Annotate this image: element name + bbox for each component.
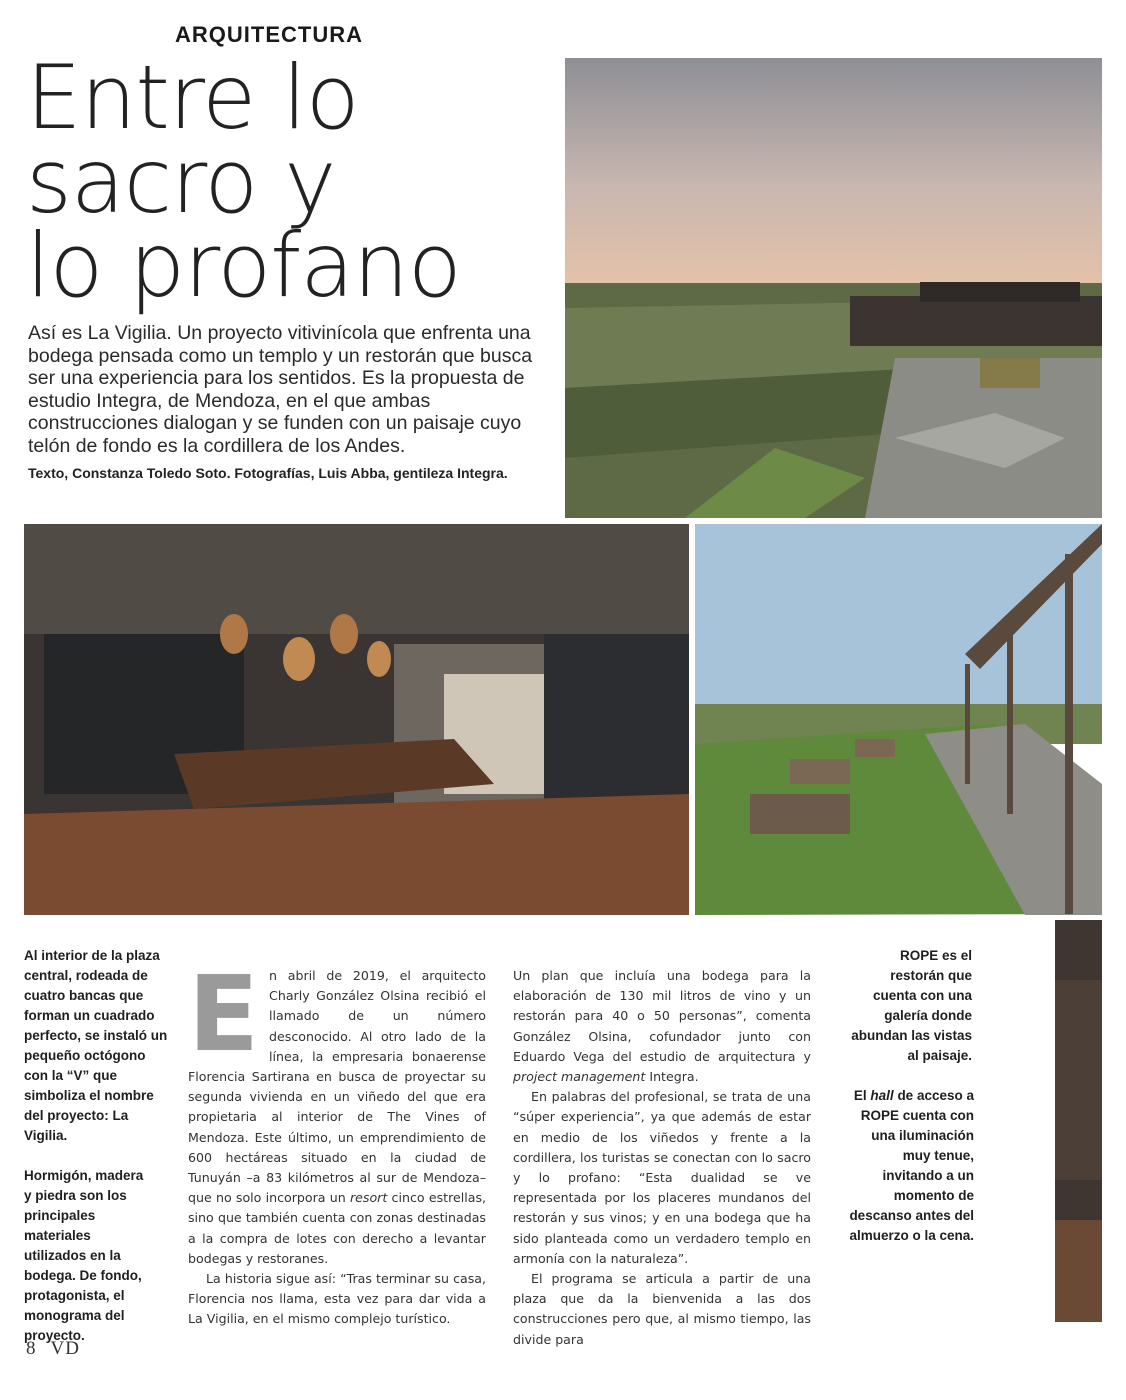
magazine-name: VD <box>50 1338 80 1359</box>
body-paragraph <box>513 966 811 1087</box>
photo-interior-dining <box>24 524 689 915</box>
body-paragraph <box>188 953 487 1269</box>
headline-line-1: Entre lo <box>26 46 359 149</box>
body-emphasis: resort <box>349 1190 388 1206</box>
body-text: Integra. <box>645 1069 699 1085</box>
caption-plaza: Al interior de la plaza central, rodeada de cuatro bancas que forman un cuadrado perfecto, se instaló un pequeño octógono con la “V” que simboliza el nombre del proyecto: La Vigilia. <box>24 948 168 1143</box>
headline-line-2: sacro y <box>26 130 336 233</box>
article-headline <box>26 46 556 317</box>
body-paragraph: En palabras del profesional, se trata de una “súper experiencia”, ya que además de estar en medio de los viñedos y frente a la cordillera, los turistas se conectan con lo sacro y lo profano: “Esta dualidad se ve representada por los placeres mundanos del restorán y sus vinos; y en una bodega que ha sido planteada como un verdadero templo en armonía con la naturaleza”. <box>513 1089 811 1266</box>
headline-line-3: lo profano <box>26 214 461 317</box>
photo-terrace-gallery <box>695 524 1102 915</box>
body-text: n abril de 2019, el arquitecto Charly González Olsina recibió el llamado de un número desconocido. Al otro lado de la línea, la empresaria bonaerense Florencia Sartirana en busca de proyectar su segunda vivienda en un viñedo del que era propietaria al interior de The Vines of Mendoza. Este último, un emprendimiento de 600 hectáreas situado en la ciudad de Tunuyán –a 83 kilómetros al sur de Mendoza– que no solo incorpora un <box>188 968 486 1206</box>
body-column-2 <box>513 966 811 1350</box>
article-credits: Texto, Constanza Toledo Soto. Fotografías, Luis Abba, gentileza Integra. <box>28 465 508 481</box>
page-number: 8 <box>26 1338 37 1359</box>
body-text: cinco estrellas, sino que también cuenta con zonas destinadas a la compra de lotes con derecho a levantar bodegas y restoranes. <box>188 1190 487 1266</box>
caption-rope-hall <box>842 1086 974 1246</box>
photo-edge-strip <box>1055 920 1102 1322</box>
caption-hall-em: hall <box>870 1088 894 1103</box>
drop-cap: E <box>188 953 260 1075</box>
body-emphasis: project management <box>513 1069 646 1085</box>
caption-rope-restaurant: ROPE es el restorán que cuenta con una galería donde abundan las vistas al paisaje. <box>851 948 972 1063</box>
body-text: Un plan que incluía una bodega para la elaboración de 130 mil litros de vino y un restorán para 40 o 50 personas”, comenta González Olsina, cofundador junto con Eduardo Vega del estudio de arquitectura y <box>513 968 811 1064</box>
article-deck: Así es La Vigilia. Un proyecto vitivinícola que enfrenta una bodega pensada como un templo y un restorán que busca ser una experiencia para los sentidos. Es la propuesta de estudio Integra, de Mendoza, en el que ambas construcciones dialogan y se funden con un paisaje cuyo telón de fondo es la cordillera de los Andes. <box>28 322 533 457</box>
section-label: ARQUITECTURA <box>175 22 363 47</box>
caption-hall-post: de acceso a ROPE cuenta con una iluminación muy tenue, invitando a un momento de descanso antes del almuerzo o la cena. <box>849 1088 974 1243</box>
body-column-1 <box>188 953 487 1330</box>
body-paragraph: El programa se articula a partir de una plaza que da la bienvenida a las dos construcciones pero que, al mismo tiempo, las divide para <box>513 1271 811 1347</box>
body-paragraph: La historia sigue así: “Tras terminar su casa, Florencia nos llama, esta vez para dar vida a La Vigilia, en el mismo complejo turístico. <box>188 1271 486 1327</box>
photo-winery-plaza <box>565 58 1102 518</box>
caption-materials: Hormigón, madera y piedra son los principales materiales utilizados en la bodega. De fondo, protagonista, el monograma del proyecto. <box>24 1168 144 1343</box>
caption-hall-pre: El <box>853 1088 871 1103</box>
page-folio <box>26 1338 94 1360</box>
